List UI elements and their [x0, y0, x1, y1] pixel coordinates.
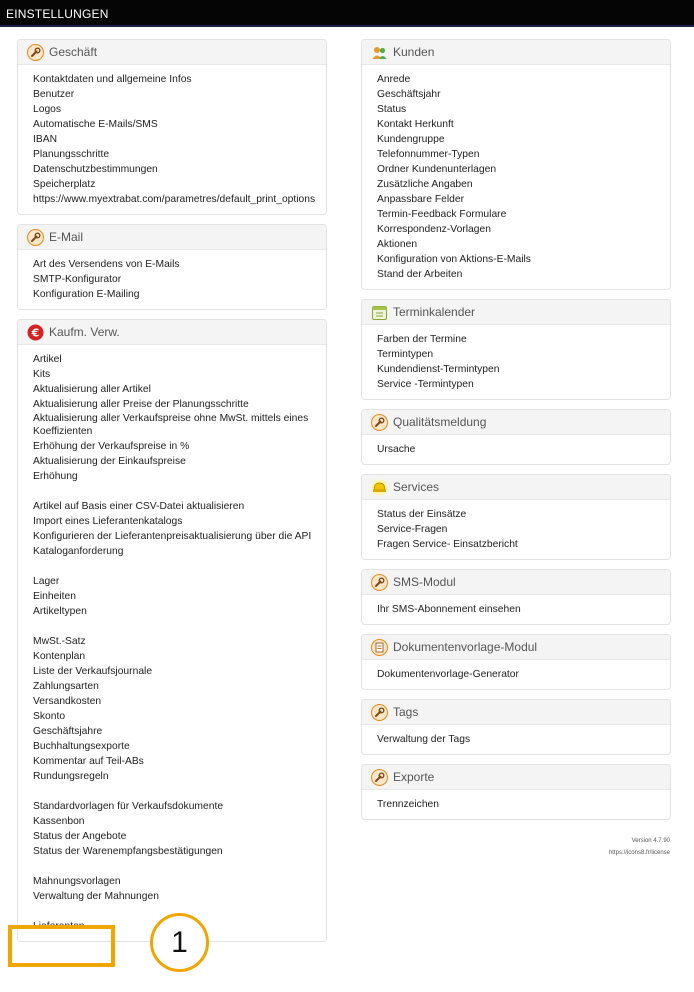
settings-link-service-termintypen[interactable]: Service -Termintypen — [377, 379, 474, 390]
settings-link-kontaktdaten-und-allgemeine-infos[interactable]: Kontaktdaten und allgemeine Infos — [33, 74, 192, 85]
settings-link-logos[interactable]: Logos — [33, 104, 62, 115]
settings-link-ordner-kundenunterlagen[interactable]: Ordner Kundenunterlagen — [377, 164, 497, 175]
spacer — [33, 859, 326, 874]
settings-link-aktionen[interactable]: Aktionen — [377, 239, 418, 250]
settings-link-fragen-service-einsatzbericht[interactable]: Fragen Service- Einsatzbericht — [377, 539, 518, 550]
settings-link-benutzer[interactable]: Benutzer — [33, 89, 75, 100]
panel-body — [362, 790, 670, 819]
settings-link-smtp-konfigurator[interactable]: SMTP-Konfigurator — [33, 274, 122, 285]
settings-link-termin-feedback-formulare[interactable]: Termin-Feedback Formulare — [377, 209, 507, 220]
panel-header — [362, 40, 670, 65]
panel-header — [362, 300, 670, 325]
settings-link-kassenbon[interactable]: Kassenbon — [33, 816, 85, 827]
settings-link-aktualisierung-der-einkaufspreise[interactable]: Aktualisierung der Einkaufspreise — [33, 456, 186, 467]
panel-terminkalender — [361, 299, 671, 400]
wrench-icon — [371, 704, 388, 721]
right-column — [361, 39, 671, 829]
settings-link-status-der-warenempfangsbestaetigungen[interactable]: Status der Warenempfangsbestätigungen — [33, 846, 223, 857]
settings-link-einheiten[interactable]: Einheiten — [33, 591, 76, 602]
settings-link-telefonnummer-typen[interactable]: Telefonnummer-Typen — [377, 149, 480, 160]
settings-link-aktualisierung-aller-artikel[interactable]: Aktualisierung aller Artikel — [33, 384, 151, 395]
panel-body — [362, 725, 670, 754]
settings-link-ursache[interactable]: Ursache — [377, 444, 416, 455]
panel-header — [18, 320, 326, 345]
wrench-icon — [371, 574, 388, 591]
settings-link-kontenplan[interactable]: Kontenplan — [33, 651, 86, 662]
panel-body — [18, 250, 326, 309]
settings-link-standardvorlagen-fuer-verkaufsdokumente[interactable]: Standardvorlagen für Verkaufsdokumente — [33, 801, 224, 812]
settings-link-ihr-sms-abonnement-einsehen[interactable]: Ihr SMS-Abonnement einsehen — [377, 604, 521, 615]
page-title: EINSTELLUNGEN — [6, 7, 109, 21]
panel-header — [362, 635, 670, 660]
settings-link-lieferanten[interactable]: Lieferanten — [33, 921, 85, 932]
settings-link-planungsschritte[interactable]: Planungsschritte — [33, 149, 110, 160]
settings-link-datenschutzbestimmungen[interactable]: Datenschutzbestimmungen — [33, 164, 158, 175]
settings-link-status[interactable]: Status — [377, 104, 407, 115]
settings-link-artikel[interactable]: Artikel — [33, 354, 62, 365]
panel-title: Exporte — [393, 770, 435, 784]
panel-geschaeft — [17, 39, 327, 215]
spacer — [33, 784, 326, 799]
svg-text:€: € — [31, 326, 40, 339]
settings-link-geschaeftsjahre[interactable]: Geschäftsjahre — [33, 726, 103, 737]
settings-link-skonto[interactable]: Skonto — [33, 711, 66, 722]
settings-link-konfiguration-von-aktions-e-mails[interactable]: Konfiguration von Aktions-E-Mails — [377, 254, 531, 265]
panel-services — [361, 474, 671, 560]
panel-header — [362, 765, 670, 790]
panel-title: SMS-Modul — [393, 575, 456, 589]
wrench-icon — [371, 414, 388, 431]
settings-link-konfiguration-e-mailing[interactable]: Konfiguration E-Mailing — [33, 289, 140, 300]
settings-link-versandkosten[interactable]: Versandkosten — [33, 696, 102, 707]
top-bar — [0, 0, 694, 27]
panel-title: Kaufm. Verw. — [49, 325, 120, 339]
panel-body — [362, 325, 670, 399]
lieferanten-highlight-box — [8, 925, 115, 967]
panel-title: Qualitätsmeldung — [393, 415, 487, 429]
panel-title: Tags — [393, 705, 419, 719]
panel-header — [18, 40, 326, 65]
panel-dokumentenvorlage-modul — [361, 634, 671, 690]
settings-link-automatische-e-mails-sms[interactable]: Automatische E-Mails/SMS — [33, 119, 158, 130]
panel-title: Kunden — [393, 45, 435, 59]
settings-link-geschaeftsjahr[interactable]: Geschäftsjahr — [377, 89, 441, 100]
version-info — [540, 835, 670, 859]
panel-header — [362, 475, 670, 500]
panel-sms-modul — [361, 569, 671, 625]
settings-link-erhoehung-der-verkaufspreise-in[interactable]: Erhöhung der Verkaufspreise in % — [33, 441, 190, 452]
euro-icon — [27, 324, 44, 341]
spacer — [33, 559, 326, 574]
settings-link-verwaltung-der-mahnungen[interactable]: Verwaltung der Mahnungen — [33, 891, 159, 902]
settings-link-artikel-auf-basis-einer-csv-datei-aktual[interactable]: Artikel auf Basis einer CSV-Datei aktualisieren — [33, 501, 245, 512]
settings-link-kataloganforderung[interactable]: Kataloganforderung — [33, 546, 124, 557]
spacer — [33, 619, 326, 634]
wrench-icon — [27, 229, 44, 246]
settings-link-service-fragen[interactable]: Service-Fragen — [377, 524, 448, 535]
settings-link-aktualisierung-aller-verkaufspreise-ohne[interactable]: Aktualisierung aller Verkaufspreise ohne MwSt. mittels eines Koeffizienten — [33, 413, 309, 437]
settings-link-https-www-myextrabat-com-parametres-defa[interactable]: https://www.myextrabat.com/parametres/default_print_options — [33, 194, 316, 205]
panel-body — [362, 500, 670, 559]
panel-tags — [361, 699, 671, 755]
panel-title: Geschäft — [49, 45, 98, 59]
settings-link-speicherplatz[interactable]: Speicherplatz — [33, 179, 96, 190]
panel-body — [18, 345, 326, 941]
settings-link-stand-der-arbeiten[interactable]: Stand der Arbeiten — [377, 269, 463, 280]
helmet-icon — [371, 479, 388, 496]
settings-link-artikeltypen[interactable]: Artikeltypen — [33, 606, 87, 617]
settings-link-aktualisierung-aller-preise-der-planungs[interactable]: Aktualisierung aller Preise der Planungsschritte — [33, 399, 249, 410]
settings-link-status-der-einsaetze[interactable]: Status der Einsätze — [377, 509, 467, 520]
panel-exporte — [361, 764, 671, 820]
settings-link-import-eines-lieferantenkatalogs[interactable]: Import eines Lieferantenkatalogs — [33, 516, 183, 527]
settings-link-farben-der-termine[interactable]: Farben der Termine — [377, 334, 467, 345]
settings-link-mwst-satz[interactable]: MwSt.-Satz — [33, 636, 86, 647]
spacer — [33, 484, 326, 499]
panel-body — [362, 595, 670, 624]
settings-link-kits[interactable]: Kits — [33, 369, 51, 380]
settings-link-liste-der-verkaufsjournale[interactable]: Liste der Verkaufsjournale — [33, 666, 153, 677]
license-link[interactable]: https://icons8.fr/license — [608, 850, 670, 856]
settings-link-rundungsregeln[interactable]: Rundungsregeln — [33, 771, 109, 782]
settings-link-zusaetzliche-angaben[interactable]: Zusätzliche Angaben — [377, 179, 473, 190]
settings-link-art-des-versendens-von-e-mails[interactable]: Art des Versendens von E-Mails — [33, 259, 180, 270]
document-icon — [371, 639, 388, 656]
panel-title: Services — [393, 480, 440, 494]
settings-link-trennzeichen[interactable]: Trennzeichen — [377, 799, 440, 810]
settings-link-konfigurieren-der-lieferantenpreisaktual[interactable]: Konfigurieren der Lieferantenpreisaktualisierung über die API — [33, 531, 312, 542]
panel-title: Dokumentenvorlage-Modul — [393, 640, 538, 654]
panel-body — [362, 435, 670, 464]
settings-link-kundengruppe[interactable]: Kundengruppe — [377, 134, 445, 145]
callout-number: 1 — [150, 913, 209, 972]
settings-link-verwaltung-der-tags[interactable]: Verwaltung der Tags — [377, 734, 471, 745]
settings-link-dokumentenvorlage-generator[interactable]: Dokumentenvorlage-Generator — [377, 669, 519, 680]
panel-title: E-Mail — [49, 230, 84, 244]
panel-header — [362, 570, 670, 595]
calendar-icon — [371, 304, 388, 321]
settings-link-anpassbare-felder[interactable]: Anpassbare Felder — [377, 194, 465, 205]
settings-link-buchhaltungsexporte[interactable]: Buchhaltungsexporte — [33, 741, 130, 752]
customers-icon — [371, 44, 388, 61]
panel-header — [362, 410, 670, 435]
panel-e-mail — [17, 224, 327, 310]
settings-link-mahnungsvorlagen[interactable]: Mahnungsvorlagen — [33, 876, 121, 887]
left-column — [17, 39, 327, 951]
settings-link-anrede[interactable]: Anrede — [377, 74, 411, 85]
panel-body — [362, 65, 670, 289]
settings-link-zahlungsarten[interactable]: Zahlungsarten — [33, 681, 99, 692]
settings-link-kontakt-herkunft[interactable]: Kontakt Herkunft — [377, 119, 454, 130]
settings-link-lager[interactable]: Lager — [33, 576, 60, 587]
settings-link-kundendienst-termintypen[interactable]: Kundendienst-Termintypen — [377, 364, 500, 375]
panel-kunden — [361, 39, 671, 290]
settings-link-status-der-angebote[interactable]: Status der Angebote — [33, 831, 127, 842]
panel-kaufm-verw — [17, 319, 327, 942]
settings-link-erhoehung[interactable]: Erhöhung — [33, 471, 78, 482]
panel-qualitaetsmeldung — [361, 409, 671, 465]
panel-body — [18, 65, 326, 214]
wrench-icon — [371, 769, 388, 786]
settings-link-korrespondenz-vorlagen[interactable]: Korrespondenz-Vorlagen — [377, 224, 491, 235]
version-label: Version 4.7.90 — [631, 838, 670, 844]
settings-link-termintypen[interactable]: Termintypen — [377, 349, 434, 360]
settings-link-iban[interactable]: IBAN — [33, 134, 58, 145]
panel-body — [362, 660, 670, 689]
settings-link-kommentar-auf-teil-abs[interactable]: Kommentar auf Teil-ABs — [33, 756, 144, 767]
panel-header — [362, 700, 670, 725]
panel-title: Terminkalender — [393, 305, 476, 319]
wrench-icon — [27, 44, 44, 61]
panel-header — [18, 225, 326, 250]
